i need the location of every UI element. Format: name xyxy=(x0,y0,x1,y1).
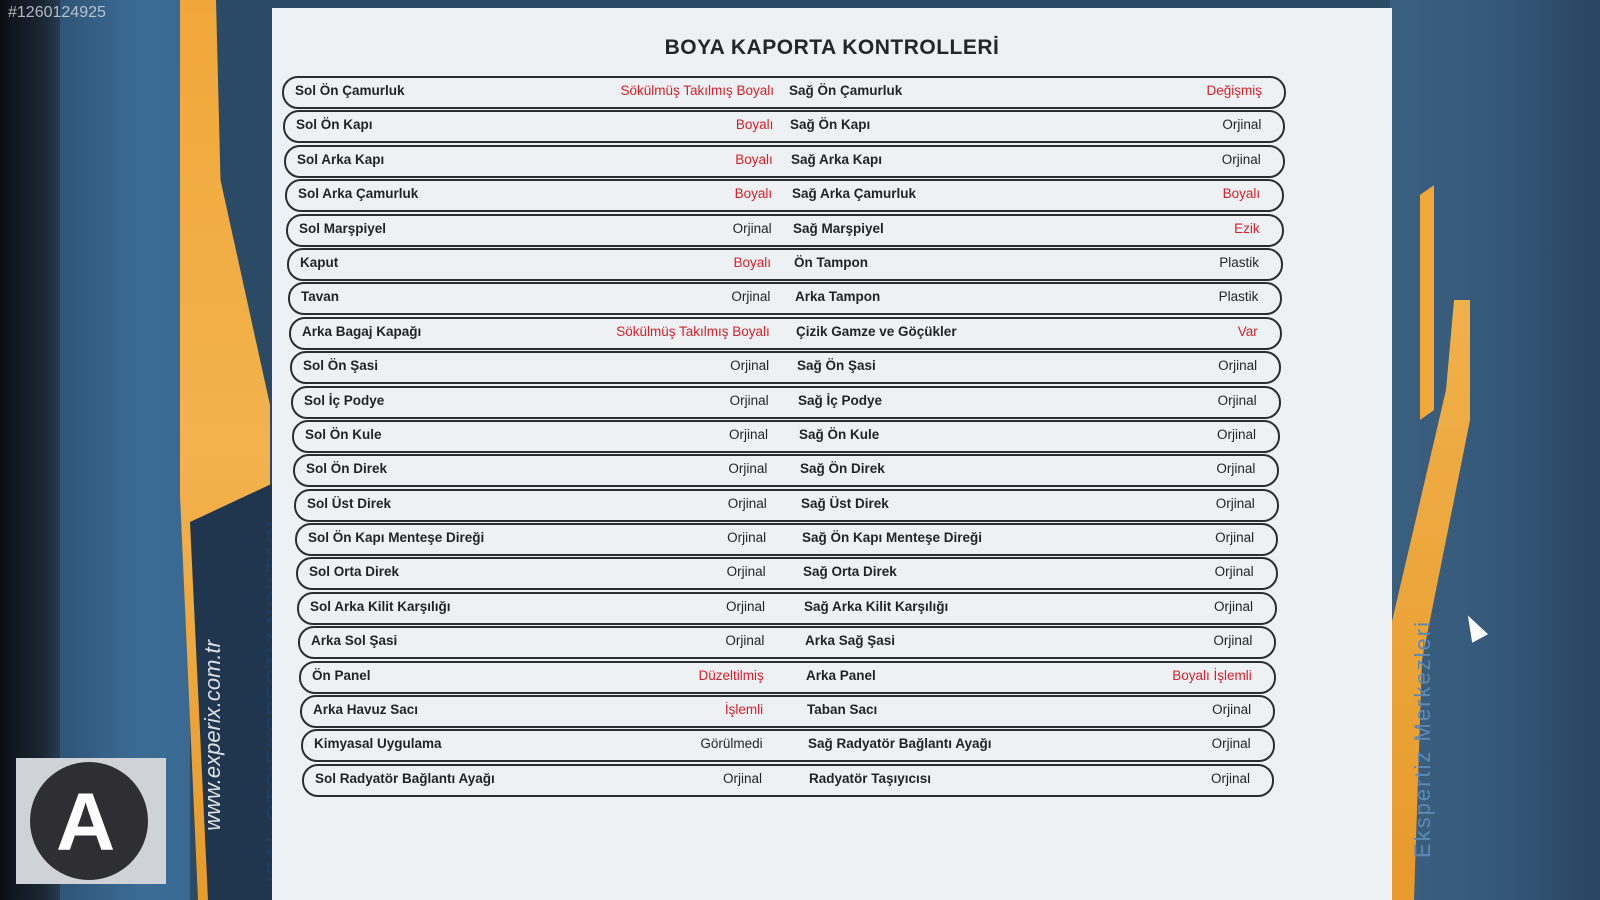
left-part-name: Arka Havuz Sacı xyxy=(313,702,419,718)
left-part-status: İşlemli xyxy=(724,702,764,718)
right-part-name: Sağ İç Podye xyxy=(798,392,883,408)
table-row xyxy=(300,695,1275,728)
right-part-name: Sağ Ön Kule xyxy=(799,426,880,442)
right-part-status: Orjinal xyxy=(1210,770,1250,786)
table-row xyxy=(285,179,1284,212)
table-row xyxy=(292,420,1280,453)
left-part-name: Sol Ön Direk xyxy=(306,461,388,477)
left-part-status: Orjinal xyxy=(729,392,769,408)
right-part-status: Orjinal xyxy=(1213,633,1253,649)
left-part-status: Orjinal xyxy=(722,770,762,786)
table-row xyxy=(291,386,1281,419)
left-part-name: Arka Bagaj Kapağı xyxy=(302,323,422,339)
left-part-status: Boyalı xyxy=(733,254,771,270)
left-part-status: Orjinal xyxy=(730,358,770,374)
left-part-status: Orjinal xyxy=(732,220,772,236)
right-part-status: Orjinal xyxy=(1216,461,1256,477)
right-part-name: Sağ Ön Kapı xyxy=(790,117,871,133)
website-url-text: www.experix.com.tr xyxy=(200,640,225,831)
left-part-status: Görülmedi xyxy=(700,736,763,752)
left-part-name: Sol İç Podye xyxy=(304,392,385,408)
logo-a-icon: A xyxy=(56,777,116,868)
left-part-name: Sol Ön Kapı xyxy=(296,117,373,133)
table-row xyxy=(282,76,1286,109)
left-part-name: Tavan xyxy=(301,289,340,305)
left-part-status: Orjinal xyxy=(725,633,765,649)
left-part-name: Sol Ön Çamurluk xyxy=(295,83,405,98)
right-part-name: Sağ Marşpiyel xyxy=(793,220,884,236)
left-part-name: Kaput xyxy=(300,254,339,270)
table-row xyxy=(295,523,1278,556)
right-part-status: Değişmiş xyxy=(1206,83,1262,98)
table-row xyxy=(296,557,1278,590)
right-part-name: Çizik Gamze ve Göçükler xyxy=(796,323,957,339)
right-part-status: Orjinal xyxy=(1215,495,1255,511)
left-part-name: Sol Ön Şasi xyxy=(303,358,379,374)
right-part-name: Arka Tampon xyxy=(795,289,881,305)
table-row xyxy=(284,145,1285,178)
table-row xyxy=(297,592,1277,625)
site-logo xyxy=(16,758,166,884)
left-part-name: Ön Panel xyxy=(312,667,371,683)
left-part-name: Arka Sol Şasi xyxy=(311,633,398,649)
table-row xyxy=(302,764,1274,797)
right-part-name: Sağ Ön Çamurluk xyxy=(789,83,903,98)
right-part-status: Orjinal xyxy=(1215,530,1255,546)
left-part-status: Orjinal xyxy=(728,426,768,442)
decor-stripe xyxy=(1420,350,1434,420)
left-part-name: Sol Arka Kapı xyxy=(297,151,385,167)
table-row xyxy=(294,489,1279,522)
right-part-status: Orjinal xyxy=(1218,358,1258,374)
table-row xyxy=(301,729,1275,762)
right-part-name: Radyatör Taşıyıcısı xyxy=(809,770,932,786)
right-part-name: Sağ Arka Çamurluk xyxy=(792,186,917,202)
right-part-name: Sağ Ön Kapı Menteşe Direği xyxy=(802,530,983,546)
right-part-name: Sağ Radyatör Bağlantı Ayağı xyxy=(808,736,992,752)
report-paper xyxy=(272,8,1392,900)
right-part-name: Sağ Üst Direk xyxy=(801,495,889,511)
right-part-status: Plastik xyxy=(1218,289,1259,305)
left-part-status: Orjinal xyxy=(727,530,767,546)
right-part-name: Arka Sağ Şasi xyxy=(805,633,896,649)
table-row xyxy=(290,351,1281,384)
right-part-name: Sağ Ön Direk xyxy=(800,461,885,477)
right-part-name: Ön Tampon xyxy=(794,254,868,270)
report-title: BOYA KAPORTA KONTROLLERİ xyxy=(664,36,1000,59)
right-side-text: Ekspertiz Merkezleri xyxy=(1410,620,1435,859)
left-part-status: Orjinal xyxy=(726,564,766,580)
right-part-status: Orjinal xyxy=(1217,392,1257,408)
left-part-status: Boyalı xyxy=(734,186,773,202)
right-part-name: Sağ Ön Şasi xyxy=(797,358,876,374)
table-row xyxy=(299,661,1276,694)
right-part-status: Orjinal xyxy=(1214,564,1254,580)
left-part-name: Sol Ön Kule xyxy=(305,426,382,442)
table-row xyxy=(289,317,1282,350)
table-row xyxy=(288,282,1282,315)
left-part-name: Sol Üst Direk xyxy=(307,495,392,511)
left-part-status: Orjinal xyxy=(731,289,771,305)
right-part-status: Plastik xyxy=(1219,254,1259,270)
table-row xyxy=(283,110,1285,143)
right-part-status: Orjinal xyxy=(1221,151,1261,167)
table-row xyxy=(287,248,1283,281)
left-part-name: Sol Ön Kapı Menteşe Direği xyxy=(308,530,485,546)
table-row xyxy=(293,454,1279,487)
right-part-status: Orjinal xyxy=(1212,702,1252,718)
left-part-status: Orjinal xyxy=(728,461,768,477)
left-part-status: Orjinal xyxy=(725,598,765,614)
left-part-status: Düzeltilmiş xyxy=(698,667,764,683)
left-part-name: Sol Orta Direk xyxy=(309,564,400,580)
right-part-status: Boyalı İşlemli xyxy=(1172,667,1252,683)
left-part-status: Sökülmüş Takılmış Boyalı xyxy=(616,323,770,339)
right-part-status: Orjinal xyxy=(1222,117,1262,133)
right-part-status: Orjinal xyxy=(1216,426,1256,442)
left-part-name: Sol Marşpiyel xyxy=(299,220,387,236)
table-row xyxy=(286,214,1284,247)
right-part-name: Sağ Orta Direk xyxy=(803,564,897,580)
left-part-name: Sol Radyatör Bağlantı Ayağı xyxy=(315,770,495,786)
inspection-table xyxy=(282,76,1282,798)
left-part-status: Boyalı xyxy=(735,151,773,167)
left-part-status: Sökülmüş Takılmış Boyalı xyxy=(620,83,774,98)
left-part-status: Boyalı xyxy=(735,117,774,133)
right-part-name: Sağ Arka Kapı xyxy=(791,151,883,167)
left-part-name: Kimyasal Uygulama xyxy=(314,736,442,752)
right-part-name: Sağ Arka Kilit Karşılığı xyxy=(804,598,949,614)
right-part-name: Arka Panel xyxy=(806,667,876,683)
right-part-status: Var xyxy=(1237,323,1258,339)
right-part-status: Orjinal xyxy=(1211,736,1251,752)
left-part-status: Orjinal xyxy=(727,495,767,511)
right-part-status: Ezik xyxy=(1234,220,1260,236)
right-part-name: Taban Sacı xyxy=(807,702,878,718)
table-row xyxy=(298,626,1276,659)
image-id-label: #1260124925 xyxy=(8,4,106,21)
right-part-status: Boyalı xyxy=(1222,186,1261,202)
left-part-name: Sol Arka Çamurluk xyxy=(298,186,419,202)
right-part-status: Orjinal xyxy=(1213,598,1253,614)
left-part-name: Sol Arka Kilit Karşılığı xyxy=(310,598,451,614)
